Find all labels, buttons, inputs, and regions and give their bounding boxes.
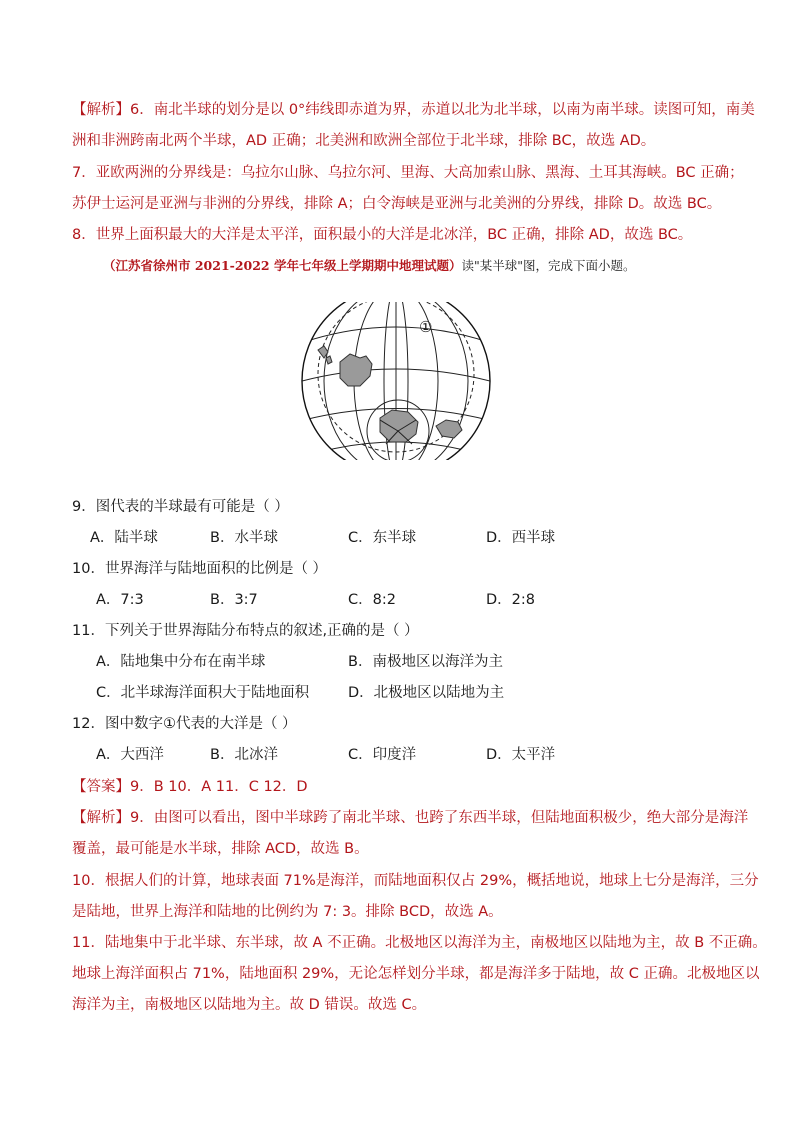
analysis-tag: 【解析】 [72,102,130,118]
analysis-tag: 【解析】 [72,810,130,826]
analysis-2-line-5: 11．陆地集中于北半球、东半球，故 A 不正确。北极地区以海洋为主，南极地区以陆地为主，故 B 不正确。 [72,935,767,951]
question-12-option-d: D．太平洋 [486,747,556,763]
hemisphere-figure [300,302,492,460]
question-12-stem: 12．图中数字①代表的大洋是（ ） [72,716,297,732]
answer-tag: 【答案】 [72,779,130,795]
question-10-option-a: A．7:3 [96,592,144,608]
question-10-option-b: B．3:7 [210,592,258,608]
ocean-marker-1: ① [419,318,433,336]
question-12-option-c: C．印度洋 [348,747,417,763]
analysis-2-line-7: 海洋为主，南极地区以陆地为主。故 D 错误。故选 C。 [72,997,427,1013]
analysis-2-line-2: 覆盖，最可能是水半球，排除 ACD，故选 B。 [72,841,369,857]
question-9-option-a: A．陆半球 [90,530,158,546]
question-12-option-b: B．北冰洋 [210,747,278,763]
question-9-option-d: D．西半球 [486,530,556,546]
question-11-option-b: B．南极地区以海洋为主 [348,654,503,670]
answer-line [72,777,732,797]
question-10-option-c: C．8:2 [348,592,396,608]
question-9-option-b: B．水半球 [210,530,278,546]
analysis-1-line-3: 7．亚欧两洲的分界线是：乌拉尔山脉、乌拉尔河、里海、大高加索山脉、黑海、土耳其海峡。BC 正确； [72,165,744,181]
question-9-stem: 9．图代表的半球最有可能是（ ） [72,499,289,515]
analysis-text: 6．南北半球的划分是以 0°纬线即赤道为界，赤道以北为北半球，以南为南半球。读图可知，南美 [130,102,755,118]
analysis-1-line-2: 洲和非洲跨南北两个半球，AD 正确；北美洲和欧洲全部位于北半球，排除 BC，故选 AD。 [72,133,656,149]
analysis-2-line-4: 是陆地，世界上海洋和陆地的比例约为 7: 3。排除 BCD，故选 A。 [72,904,503,920]
analysis-text: 9．由图可以看出，图中半球跨了南北半球、也跨了东西半球，但陆地面积极少，绝大部分是海洋 [130,810,749,826]
question-9-option-c: C．东半球 [348,530,417,546]
hemisphere-globe-svg [300,302,492,460]
question-11-option-d: D．北极地区以陆地为主 [348,685,505,701]
question-10-option-d: D．2:8 [486,592,536,608]
analysis-1-line-1 [72,100,755,120]
source-title: （江苏省徐州市 2021-2022 学年七年级上学期期中地理试题） [103,258,462,273]
source-instruction: 读"某半球"图，完成下面小题。 [461,258,636,273]
question-10-stem: 10．世界海洋与陆地面积的比例是（ ） [72,561,328,577]
question-11-option-c: C．北半球海洋面积大于陆地面积 [96,685,310,701]
answer-text: 9．B 10．A 11．C 12．D [130,779,308,795]
question-source [103,257,635,275]
analysis-2-line-3: 10．根据人们的计算，地球表面 71%是海洋，而陆地面积仅占 29%，概括地说，地球上七分是海洋，三分 [72,873,759,889]
question-11-stem: 11．下列关于世界海陆分布特点的叙述,正确的是（ ） [72,623,419,639]
analysis-2-line-1 [72,808,749,828]
question-12-option-a: A．大西洋 [96,747,164,763]
question-11-option-a: A．陆地集中分布在南半球 [96,654,266,670]
analysis-1-line-4: 苏伊士运河是亚洲与非洲的分界线，排除 A；白令海峡是亚洲与北美洲的分界线，排除 D。故选 BC。 [72,196,722,212]
analysis-1-line-5: 8．世界上面积最大的大洋是太平洋，面积最小的大洋是北冰洋，BC 正确，排除 AD，故选 BC。 [72,227,693,243]
analysis-2-line-6: 地球上海洋面积占 71%，陆地面积 29%，无论怎样划分半球，都是海洋多于陆地，故 C 正确。北极地区以 [72,966,760,982]
